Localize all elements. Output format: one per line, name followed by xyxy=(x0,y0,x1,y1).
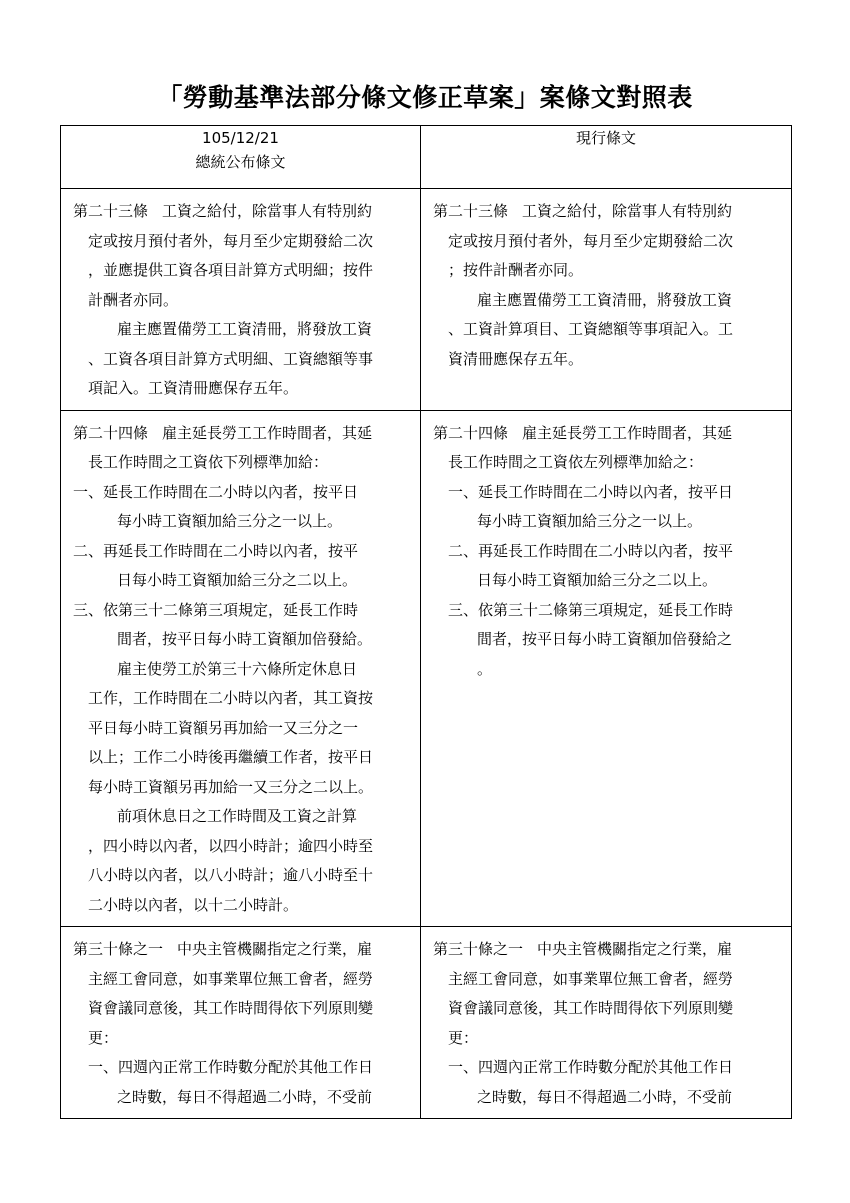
table-header-row xyxy=(61,126,792,189)
line-text: 雇主應置備勞工工資清冊，將發放工資 xyxy=(477,290,733,309)
text-line xyxy=(73,537,410,567)
text-line xyxy=(433,1083,781,1113)
text-line xyxy=(73,419,410,449)
line-text: 更： xyxy=(88,1028,119,1047)
text-line xyxy=(433,965,781,995)
line-text: 每小時工資額加給三分之一以上。 xyxy=(477,512,703,530)
line-text: ，四小時以內者，以四小時計；逾四小時至 xyxy=(88,836,374,855)
line-text: 之時數，每日不得超過二小時，不受前 xyxy=(117,1087,373,1106)
line-text: 雇主延長勞工工作時間者，其延 xyxy=(522,423,733,442)
line-text: 項記入。工資清冊應保存五年。 xyxy=(88,379,299,397)
text-line xyxy=(73,832,410,862)
line-text: 工資之給付，除當事人有特別約 xyxy=(522,202,733,220)
text-line xyxy=(73,1024,410,1054)
text-line xyxy=(73,256,410,286)
text-line xyxy=(73,891,410,921)
text-line xyxy=(433,256,781,286)
text-line xyxy=(73,965,410,995)
text-line xyxy=(73,286,410,316)
text-line xyxy=(73,935,410,965)
text-line xyxy=(73,596,410,626)
line-text: 三、依第三十二條第三項規定，延長工作時 xyxy=(73,600,359,619)
text-line xyxy=(73,684,410,714)
text-line xyxy=(73,1083,410,1113)
text-line xyxy=(73,227,410,257)
text-line xyxy=(73,345,410,375)
header-amended xyxy=(61,126,421,189)
line-text: 二、再延長工作時間在二小時以內者，按平 xyxy=(448,541,734,560)
text-line xyxy=(73,994,410,1024)
amended-article-cell xyxy=(61,189,421,411)
line-text: 之時數，每日不得超過二小時，不受前 xyxy=(477,1087,733,1106)
line-text: 資會議同意後，其工作時間得依下列原則變 xyxy=(88,999,374,1017)
text-line xyxy=(433,566,781,596)
line-text: 、工資各項目計算方式明細、工資總額等事 xyxy=(88,349,374,368)
line-text: 雇主延長勞工工作時間者，其延 xyxy=(162,423,373,442)
text-line xyxy=(433,227,781,257)
text-line xyxy=(433,994,781,1024)
line-text: 中央主管機關指定之行業，雇 xyxy=(537,940,733,958)
table-row xyxy=(61,410,792,927)
line-text: 八小時以內者，以八小時計；逾八小時至十 xyxy=(88,866,374,884)
text-line xyxy=(433,345,781,375)
line-text: 雇主應置備勞工工資清冊，將發放工資 xyxy=(117,320,373,338)
line-text: 日每小時工資額加給三分之二以上。 xyxy=(117,571,358,589)
line-text: 工作，工作時間在二小時以內者，其工資按 xyxy=(88,689,374,707)
line-text: 長工作時間之工資依下列標準加給： xyxy=(88,453,329,471)
text-line xyxy=(433,625,781,655)
line-text: 每小時工資額另再加給一又三分之二以上。 xyxy=(88,777,374,796)
line-text: 定或按月預付者外，每月至少定期發給二次 xyxy=(88,231,374,250)
line-text: 、工資計算項目、工資總額等事項記入。工 xyxy=(448,320,734,338)
text-line xyxy=(433,286,781,316)
line-text: 主經工會同意，如事業單位無工會者，經勞 xyxy=(448,969,734,988)
line-text: 更： xyxy=(448,1028,479,1047)
text-line xyxy=(433,655,781,685)
text-line xyxy=(433,448,781,478)
text-line xyxy=(73,743,410,773)
text-line xyxy=(433,1053,781,1083)
line-text: ，並應提供工資各項目計算方式明細；按件 xyxy=(88,261,374,279)
line-text: 工資之給付，除當事人有特別約 xyxy=(162,202,373,220)
article-number: 第二十四條 xyxy=(433,423,509,442)
line-text: 以上；工作二小時後再繼續工作者，按平日 xyxy=(88,748,374,766)
current-article-cell xyxy=(421,927,792,1119)
text-line xyxy=(73,861,410,891)
text-line xyxy=(433,197,781,227)
line-text: 日每小時工資額加給三分之二以上。 xyxy=(477,571,718,589)
line-text: 間者，按平日每小時工資額加倍發給。 xyxy=(117,630,373,648)
line-text: 雇主使勞工於第三十六條所定休息日 xyxy=(117,659,358,678)
line-text: 一、四週內正常工作時數分配於其他工作日 xyxy=(88,1058,374,1076)
line-text: 。 xyxy=(477,659,493,678)
line-text: 前項休息日之工作時間及工資之計算 xyxy=(117,807,358,825)
line-text: 平日每小時工資額另再加給一又三分之一 xyxy=(88,718,359,737)
header-amended-label: 總統公布條文 xyxy=(195,153,286,171)
text-line xyxy=(433,537,781,567)
text-line xyxy=(73,448,410,478)
current-article-cell xyxy=(421,189,792,411)
current-article-cell xyxy=(421,410,792,927)
line-text: 一、延長工作時間在二小時以內者，按平日 xyxy=(448,482,734,501)
text-line xyxy=(73,773,410,803)
line-text: 長工作時間之工資依左列標準加給之： xyxy=(448,453,704,471)
line-text: 一、四週內正常工作時數分配於其他工作日 xyxy=(448,1058,734,1076)
text-line xyxy=(73,802,410,832)
line-text: ；按件計酬者亦同。 xyxy=(448,261,584,279)
text-line xyxy=(73,714,410,744)
text-line xyxy=(433,315,781,345)
text-line xyxy=(433,419,781,449)
article-number: 第二十三條 xyxy=(433,202,509,220)
line-text: 資清冊應保存五年。 xyxy=(448,349,584,368)
document-title: 「勞動基準法部分條文修正草案」案條文對照表 xyxy=(157,83,693,112)
text-line xyxy=(73,655,410,685)
line-text: 二、再延長工作時間在二小時以內者，按平 xyxy=(73,541,359,560)
text-line xyxy=(433,596,781,626)
line-text: 計酬者亦同。 xyxy=(88,290,179,309)
article-number: 第二十四條 xyxy=(73,423,149,442)
article-number: 第三十條之一 xyxy=(73,940,164,958)
text-line xyxy=(73,374,410,404)
table-row xyxy=(61,927,792,1119)
text-line xyxy=(73,315,410,345)
table-row xyxy=(61,189,792,411)
line-text: 主經工會同意，如事業單位無工會者，經勞 xyxy=(88,969,374,988)
header-amended-date: 105/12/21 xyxy=(202,129,279,147)
line-text: 三、依第三十二條第三項規定，延長工作時 xyxy=(448,600,734,619)
line-text: 定或按月預付者外，每月至少定期發給二次 xyxy=(448,231,734,250)
text-line xyxy=(433,1024,781,1054)
line-text: 資會議同意後，其工作時間得依下列原則變 xyxy=(448,999,734,1017)
amended-article-cell xyxy=(61,410,421,927)
text-line xyxy=(73,625,410,655)
article-number: 第二十三條 xyxy=(73,202,149,220)
article-number: 第三十條之一 xyxy=(433,940,524,958)
header-current: 現行條文 xyxy=(421,126,792,189)
text-line xyxy=(433,507,781,537)
text-line xyxy=(73,478,410,508)
line-text: 二小時以內者，以十二小時計。 xyxy=(88,895,299,914)
comparison-table xyxy=(60,125,792,1119)
line-text: 每小時工資額加給三分之一以上。 xyxy=(117,512,343,530)
text-line xyxy=(433,478,781,508)
line-text: 間者，按平日每小時工資額加倍發給之 xyxy=(477,630,733,648)
text-line xyxy=(433,935,781,965)
line-text: 中央主管機關指定之行業，雇 xyxy=(177,940,373,958)
text-line xyxy=(73,566,410,596)
text-line xyxy=(73,507,410,537)
amended-article-cell xyxy=(61,927,421,1119)
text-line xyxy=(73,197,410,227)
line-text: 一、延長工作時間在二小時以內者，按平日 xyxy=(73,482,359,501)
text-line xyxy=(73,1053,410,1083)
